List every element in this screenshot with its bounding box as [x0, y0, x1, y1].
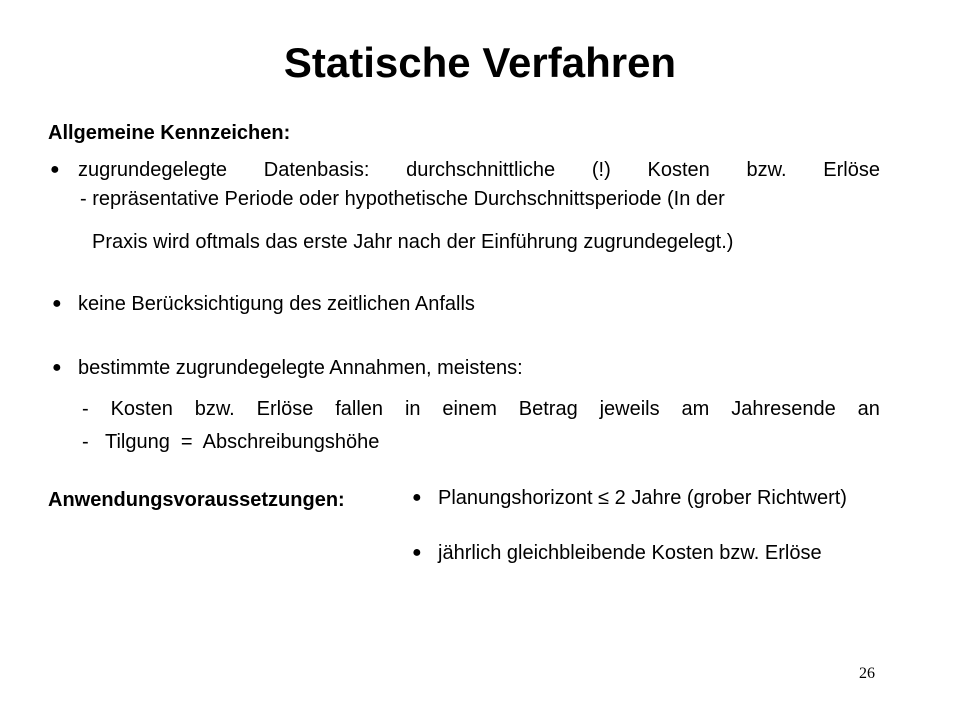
word: Betrag: [518, 398, 578, 420]
item3-text: bestimmte zugrundegelegte Annahmen, meistens:: [78, 357, 523, 379]
bullet-icon: ●: [50, 161, 60, 178]
item2-text: keine Berücksichtigung des zeitlichen Anfalls: [78, 293, 475, 315]
bullet-icon: ●: [52, 295, 62, 312]
word: in: [404, 398, 421, 420]
item1-continuation: Praxis wird oftmals das erste Jahr nach der Einführung zugrundegelegt.): [92, 231, 734, 253]
word: Datenbasis:: [263, 159, 370, 181]
bullet-icon: ●: [412, 489, 422, 506]
anwendung-item2: jährlich gleichbleibende Kosten bzw. Erlöse: [438, 542, 822, 564]
word: bzw.: [194, 398, 235, 420]
word: -: [82, 398, 89, 420]
word: durchschnittliche: [406, 159, 556, 181]
less-equal-symbol: ≤: [598, 487, 610, 509]
slide-title: Statische Verfahren: [283, 39, 677, 86]
word: (!): [591, 159, 611, 181]
word: an: [857, 398, 880, 420]
word: Kosten: [110, 398, 173, 420]
word: Erlöse: [256, 398, 314, 420]
item1-sub-line: - repräsentative Periode oder hypothetische Durchschnittsperiode (In der: [80, 188, 725, 210]
item3-sub2: - Tilgung = Abschreibungshöhe: [82, 431, 380, 453]
word: zugrundegelegte: [78, 159, 228, 181]
item1-text-after: 2 Jahre (grober Richtwert): [609, 487, 847, 509]
item3-sub1: [82, 397, 880, 421]
anwendung-heading: Anwendungsvoraussetzungen:: [48, 489, 345, 511]
item1-text-before: Planungshorizont: [438, 487, 599, 509]
word: jeweils: [599, 398, 660, 420]
item1-main-line: [78, 158, 880, 182]
word: einem: [442, 398, 497, 420]
word: Erlöse: [823, 159, 880, 181]
word: am: [681, 398, 710, 420]
word: bzw.: [746, 159, 787, 181]
bullet-icon: ●: [52, 359, 62, 376]
anwendung-item1: [438, 486, 847, 510]
word: fallen: [335, 398, 384, 420]
kennzeichen-heading: Allgemeine Kennzeichen:: [48, 122, 291, 144]
word: Jahresende: [731, 398, 836, 420]
page-number: 26: [859, 665, 875, 682]
bullet-icon: ●: [412, 544, 422, 561]
word: Kosten: [647, 159, 710, 181]
